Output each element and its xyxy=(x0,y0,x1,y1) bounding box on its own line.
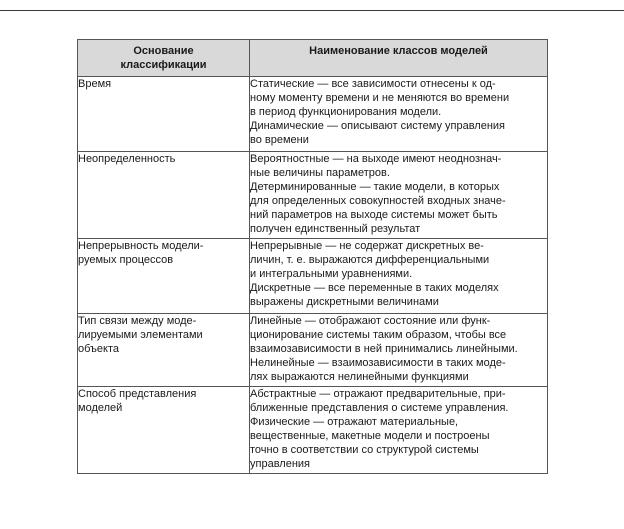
desc-line: Вероятностные — на выходе имеют неоднознач- xyxy=(250,153,502,165)
desc-line: для определенных совокупностей входных значе- xyxy=(250,195,506,207)
header-model-classes xyxy=(250,40,548,77)
description-cell xyxy=(250,239,548,314)
desc-line: взаимозависимости в ней принимались линейными. xyxy=(250,343,518,355)
table-row xyxy=(78,239,548,314)
table-row xyxy=(78,152,548,239)
table-row xyxy=(78,387,548,474)
basis-cell xyxy=(78,77,250,152)
desc-line: точно в соответствии со структурой системы xyxy=(250,444,479,456)
table-header-row xyxy=(78,40,548,77)
header-classes-line: Наименование классов моделей xyxy=(309,45,488,57)
desc-line: Непрерывные — не содержат дискретных ве- xyxy=(250,240,484,252)
desc-line: и интегральными уравнениями. xyxy=(250,268,413,280)
description-cell xyxy=(250,387,548,474)
desc-line: Линейные — отображают состояние или функ- xyxy=(250,315,491,327)
desc-line: во времени xyxy=(250,134,309,146)
table-row xyxy=(78,314,548,387)
basis-line: Неопределенность xyxy=(78,153,176,165)
basis-line: Непрерывность модели- xyxy=(78,240,204,252)
desc-line: получен единственный результат xyxy=(250,223,421,235)
desc-line: Детерминированные — такие модели, в которых xyxy=(250,181,500,193)
basis-line: Способ представления xyxy=(78,388,197,400)
desc-line: ционирование системы таким образом, чтобы все xyxy=(250,329,507,341)
description-cell xyxy=(250,314,548,387)
classification-table xyxy=(77,39,548,474)
description-cell xyxy=(250,152,548,239)
basis-cell xyxy=(78,239,250,314)
basis-line: руемых процессов xyxy=(78,254,174,266)
desc-line: Дискретные — все переменные в таких моделях xyxy=(250,282,499,294)
desc-line: Физические — отражают материальные, xyxy=(250,416,459,428)
desc-line: Динамические — описывают систему управления xyxy=(250,120,506,132)
table-row xyxy=(78,77,548,152)
desc-line: в период функционирования модели. xyxy=(250,106,442,118)
page-top-rule xyxy=(0,10,624,11)
basis-line: Тип связи между моде- xyxy=(78,315,197,327)
basis-cell xyxy=(78,314,250,387)
desc-line: ний параметров на выходе системы может быть xyxy=(250,209,498,221)
desc-line: Абстрактные — отражают предварительные, при- xyxy=(250,388,506,400)
header-basis xyxy=(78,40,250,77)
desc-line: Нелинейные — взаимозависимости в таких моде- xyxy=(250,357,506,369)
basis-cell xyxy=(78,387,250,474)
basis-line: Время xyxy=(78,78,112,90)
desc-line: Статические — все зависимости отнесены к од- xyxy=(250,78,496,90)
desc-line: ближенные представления о системе управления. xyxy=(250,402,509,414)
description-cell xyxy=(250,77,548,152)
desc-line: вещественные, макетные модели и построены xyxy=(250,430,490,442)
desc-line: личин, т. е. выражаются дифференциальными xyxy=(250,254,490,266)
basis-line: лируемыми элементами xyxy=(78,329,203,341)
basis-line: объекта xyxy=(78,343,120,355)
header-basis-line: Основание xyxy=(133,45,194,57)
basis-line: моделей xyxy=(78,402,123,414)
desc-line: ному моменту времени и не меняются во времени xyxy=(250,92,510,104)
desc-line: выражены дискретными величинами xyxy=(250,296,439,308)
desc-line: управления xyxy=(250,458,310,470)
desc-line: лях выражаются нелинейными функциями xyxy=(250,371,469,383)
desc-line: ные величины параметров. xyxy=(250,167,390,179)
header-basis-line: классификации xyxy=(120,59,207,71)
basis-cell xyxy=(78,152,250,239)
